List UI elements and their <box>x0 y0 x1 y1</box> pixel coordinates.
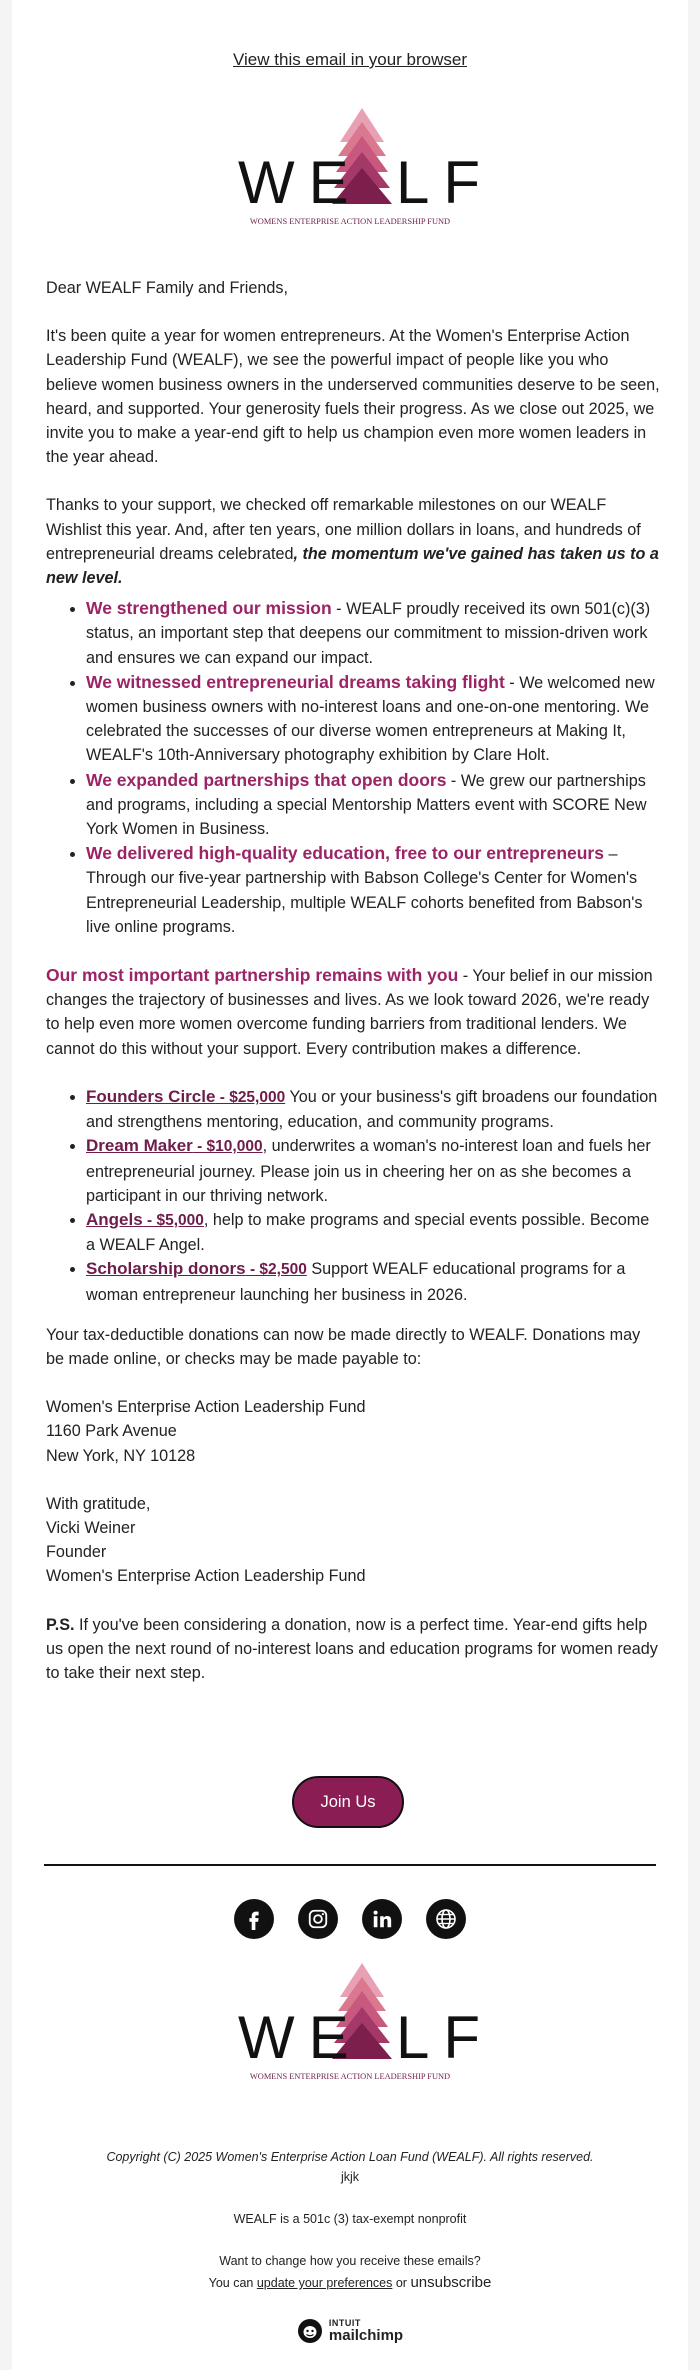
dream-maker-link[interactable]: Dream Maker - $10,000 <box>86 1136 263 1156</box>
list-item: • We strengthened our mission - WEALF proudly received its own 501(c)(3) status, an important step that deepens our commitment to mission-driven work and ensures we can expand our impact. <box>86 596 660 670</box>
unsubscribe-link[interactable]: unsubscribe <box>410 2274 492 2291</box>
list-item: • We delivered high-quality education, free to our entrepreneurs – Through our five-year partnership with Babson College's Center for Women's Entrepreneurial Leadership, multiple WEALF cohorts benefited from Babson's live online programs. <box>86 841 660 939</box>
mailchimp-badge[interactable] <box>12 2318 688 2344</box>
email-container <box>12 0 688 2370</box>
list-item: • Dream Maker - $10,000, underwrites a woman's no-interest loan and fuels her entrepreneurial journey. Please join us in cheering her on as she becomes a participant in our thriving network. <box>86 1134 660 1208</box>
wealf-logo-graphic <box>230 108 495 232</box>
list-item: • Founders Circle - $25,000 You or your business's gift broadens our foundation and strengthens mentoring, education, and community programs. <box>86 1085 660 1134</box>
wealf-logo[interactable] <box>12 108 688 232</box>
mailing-address: Women's Enterprise Action Leadership Fund 1160 Park Avenue New York, NY 10128 <box>46 1398 366 1465</box>
achievements-list <box>46 596 660 939</box>
svg-text:LF: LF <box>396 149 495 216</box>
email-preferences-line: You can update your preferences or unsubscribe <box>208 2274 492 2291</box>
donation-note: Your tax-deductible donations can now be made directly to WEALF. Donations may be made online, or checks may be made payable to: <box>46 1325 641 1368</box>
postscript: P.S. If you've been considering a donation, now is a perfect time. Year-end gifts help us open the next round of no-interest loans and education programs for women ready to take their next step. <box>46 1615 658 1682</box>
mailchimp-wordmark: INTUIT mailchimp <box>328 2318 404 2344</box>
scholarship-donors-link[interactable]: Scholarship donors - $2,500 <box>86 1259 307 1279</box>
svg-text:WOMENS ENTERPRISE ACTION LEADE: WOMENS ENTERPRISE ACTION LEADERSHIP FUND <box>249 2072 451 2081</box>
linkedin-icon[interactable] <box>362 1899 402 1939</box>
mailchimp-icon <box>297 2318 323 2344</box>
divider <box>44 1864 656 1866</box>
angels-link[interactable]: Angels - $5,000 <box>86 1209 204 1229</box>
signoff: With gratitude, Vicki Weiner Founder Women's Enterprise Action Leadership Fund <box>46 1494 366 1586</box>
intro-paragraph: It's been quite a year for women entrepreneurs. At the Women's Enterprise Action Leadership Fund (WEALF), we see the powerful impact of people like you who believe women business owners in the underserved communities deserve to be seen, heard, and supported. Your generosity fuels their progress. As we close out 2025, we invite you to make a year-end gift to help us champion even more women leaders in the year ahead. <box>46 327 660 467</box>
giving-tiers-list <box>46 1085 660 1307</box>
facebook-icon[interactable] <box>234 1899 274 1939</box>
social-links <box>12 1899 688 1939</box>
milestones-paragraph: Thanks to your support, we checked off remarkable milestones on our WEALF Wishlist this year. And, after ten years, one million dollars in loans, and hundreds of entrepreneurial dreams celebrated, the momentum we've gained has taken us to a new level. <box>46 496 659 588</box>
svg-text:WE: WE <box>238 2004 363 2071</box>
svg-text:WE: WE <box>238 149 363 216</box>
footer-extra-text: jkjk <box>340 2170 360 2184</box>
copyright-text: Copyright (C) 2025 Women's Enterprise Action Loan Fund (WEALF). All rights reserved. <box>106 2150 594 2164</box>
join-us-button[interactable]: Join Us <box>292 1776 404 1828</box>
svg-text:WOMENS ENTERPRISE ACTION LEADE: WOMENS ENTERPRISE ACTION LEADERSHIP FUND <box>249 217 451 226</box>
website-icon[interactable] <box>426 1899 466 1939</box>
greeting: Dear WEALF Family and Friends, <box>46 279 288 297</box>
wealf-footer-logo[interactable] <box>12 1963 688 2087</box>
wealf-footer-logo-graphic <box>230 1963 495 2087</box>
email-preferences-question: Want to change how you receive these emails? <box>219 2254 481 2268</box>
instagram-icon[interactable] <box>298 1899 338 1939</box>
list-item: • Scholarship donors - $2,500 Support WEALF educational programs for a woman entrepreneur launching her business in 2026. <box>86 1257 660 1306</box>
partnership-paragraph: Our most important partnership remains with you - Your belief in our mission changes the trajectory of businesses and lives. As we look toward 2026, we're ready to help even more women overcome funding barriers from traditional lenders. We cannot do this without your support. Every contribution makes a difference. <box>46 965 653 1058</box>
svg-text:LF: LF <box>396 2004 495 2071</box>
view-in-browser-link[interactable]: View this email in your browser <box>233 50 467 69</box>
list-item: • Angels - $5,000, help to make programs and special events possible. Become a WEALF Angel. <box>86 1208 660 1257</box>
nonprofit-statement: WEALF is a 501c (3) tax-exempt nonprofit <box>233 2212 467 2226</box>
milestones-emphasis: , the momentum we've gained has taken us to a new level. <box>46 544 659 588</box>
founders-circle-link[interactable]: Founders Circle - $25,000 <box>86 1086 286 1106</box>
email-body <box>46 276 660 1685</box>
list-item: • We witnessed entrepreneurial dreams taking flight - We welcomed new women business owners with no-interest loans and one-on-one mentoring. We celebrated the successes of our diverse women entrepreneurs at Making It, WEALF's 10th-Anniversary photography exhibition by Clare Holt. <box>86 670 660 768</box>
list-item: • We expanded partnerships that open doors - We grew our partnerships and programs, including a special Mentorship Matters event with SCORE New York Women in Business. <box>86 768 660 842</box>
update-preferences-link[interactable]: update your preferences <box>256 2276 393 2290</box>
